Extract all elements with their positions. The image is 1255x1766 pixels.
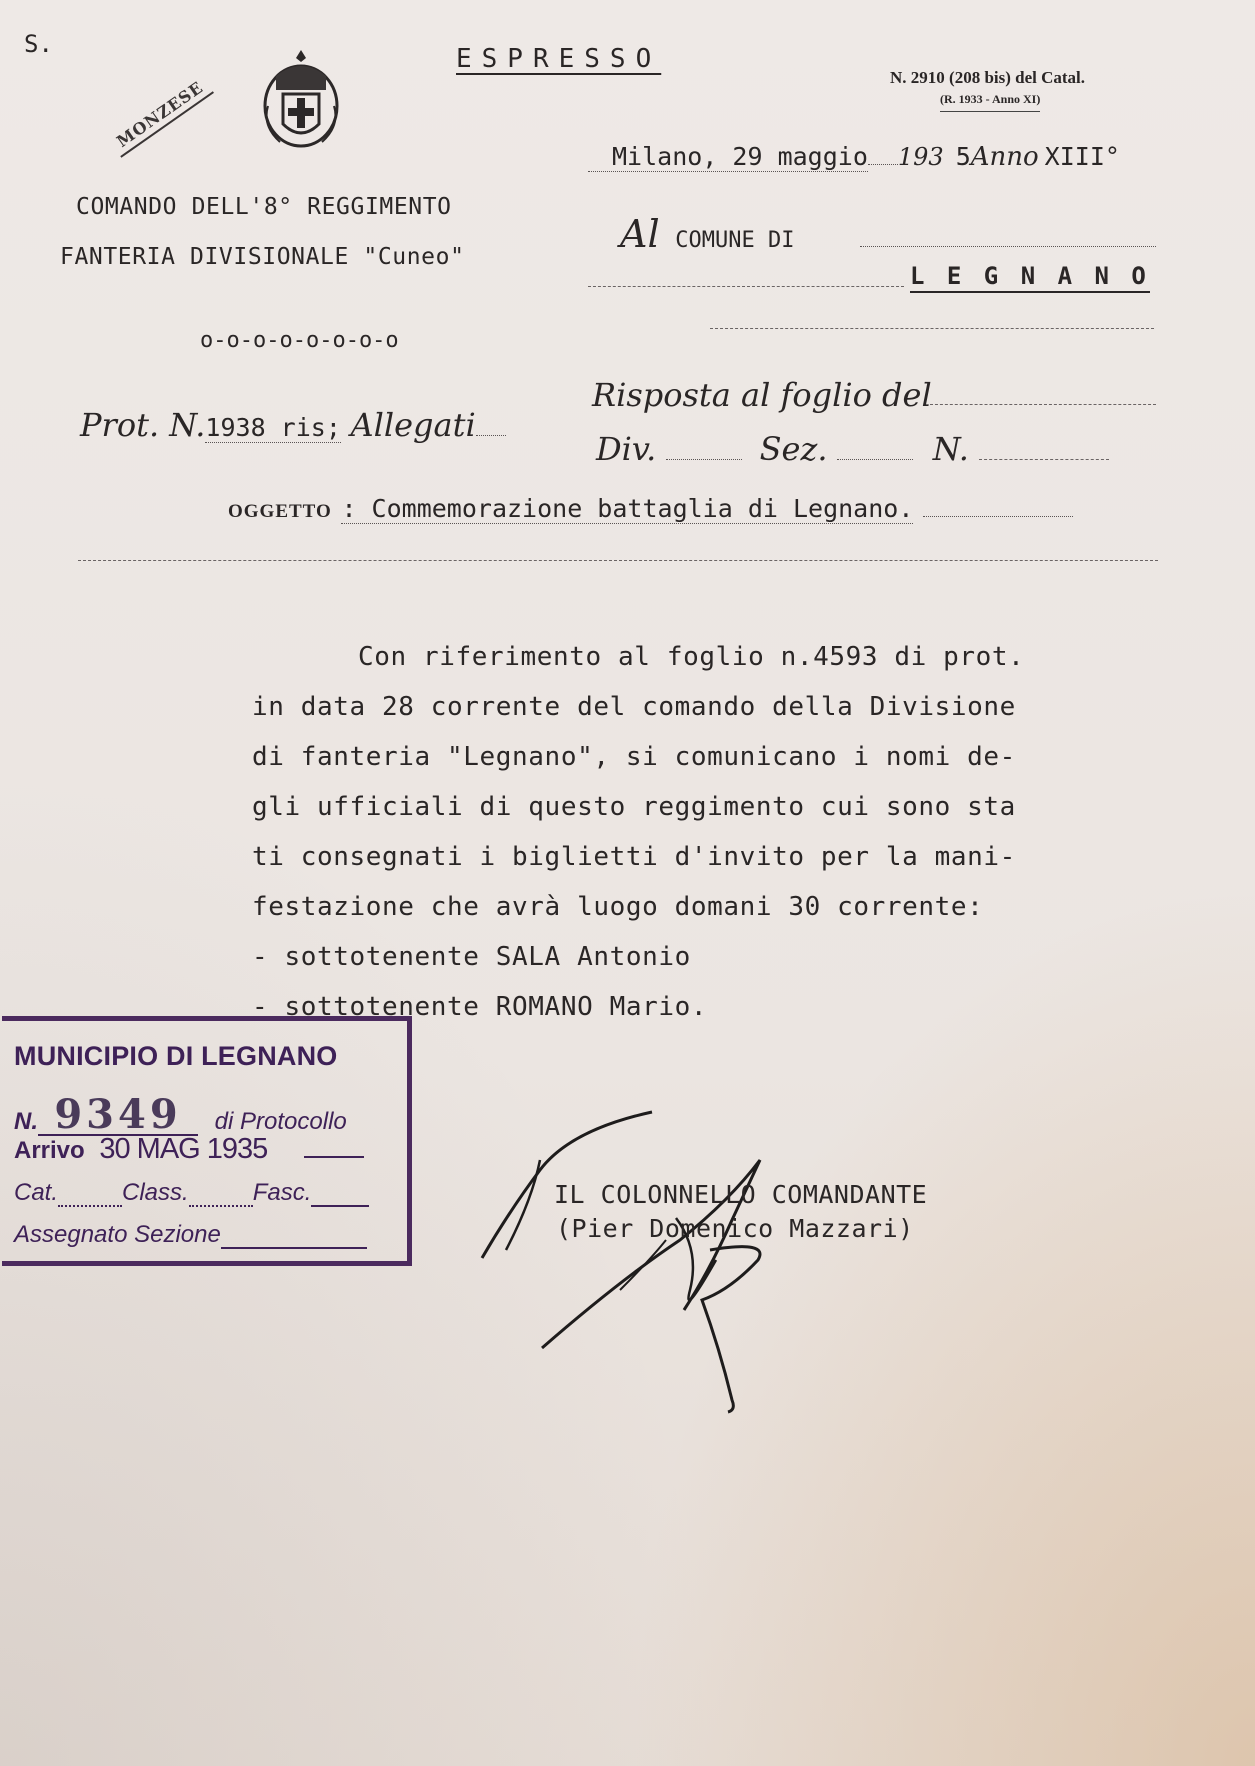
body-line-3: di fanteria "Legnano", si comunicano i nomi de- <box>252 742 1016 772</box>
anno-label: Anno <box>970 142 1039 172</box>
year-digit: 5 <box>955 142 971 171</box>
stamp-n-label: N. <box>14 1108 38 1135</box>
anno-value: XIII° <box>1044 142 1120 171</box>
slanted-stamp-text: MONZESE <box>108 74 214 158</box>
year-prefix: 193 <box>897 143 944 171</box>
recipient-line2: L E G N A N O <box>910 262 1150 293</box>
slanted-stamp <box>82 19 207 152</box>
stamp-class-label: Class. <box>122 1179 189 1206</box>
stamp-arrivo-label: Arrivo <box>14 1137 85 1164</box>
recipient-rule-bottom <box>710 328 1154 329</box>
oggetto-value: : Commemorazione battaglia di Legnano. <box>341 494 914 523</box>
received-stamp <box>2 1016 412 1266</box>
body-line-7: - sottotenente SALA Antonio <box>252 942 691 972</box>
sez-label: Sez. <box>759 430 828 468</box>
place-date: Milano, 29 maggio <box>588 142 868 172</box>
stamp-title: MUNICIPIO DI LEGNANO <box>14 1041 338 1071</box>
signature-title: IL COLONNELLO COMANDANTE <box>554 1180 928 1209</box>
stamp-n-value: 9349 <box>54 1091 182 1138</box>
separator: o-o-o-o-o-o-o-o <box>200 328 399 353</box>
stamp-arrivo-date: 30 MAG 1935 <box>99 1133 268 1165</box>
catalog-sub: (R. 1933 - Anno XI) <box>940 92 1040 112</box>
recipient-line1-rule <box>860 246 1156 247</box>
recipient-rule-left <box>588 286 904 287</box>
catalog-number: N. 2910 (208 bis) del Catal. <box>890 68 1086 87</box>
prot-label: Prot. N. <box>80 406 206 444</box>
prot-value: 1938 ris; <box>205 413 341 442</box>
body-line-4: gli ufficiali di questo reggimento cui sono sta <box>252 792 1016 822</box>
recipient-block <box>620 212 794 256</box>
espresso-heading: ESPRESSO <box>456 44 662 74</box>
stamp-cat-label: Cat. <box>14 1179 59 1206</box>
allegati-label: Allegati <box>350 406 476 444</box>
coat-of-arms-emblem <box>256 46 346 156</box>
stamp-number-row <box>14 1087 347 1136</box>
stamp-cat-row <box>14 1179 369 1207</box>
oggetto-label: OGGETTO <box>228 501 332 522</box>
place-date-line <box>588 142 1120 172</box>
body-line-8: - sottotenente ROMANO Mario. <box>252 992 708 1022</box>
stamp-fasc-label: Fasc. <box>252 1179 312 1206</box>
n-label: N. <box>932 430 969 468</box>
stamp-arrivo-row <box>14 1133 364 1166</box>
command-line-1: COMANDO DELL'8° REGGIMENTO <box>76 194 452 220</box>
corner-mark: S. <box>24 30 53 58</box>
body-line-1: Con riferimento al foglio n.4593 di prot. <box>358 642 1025 672</box>
body-line-2: in data 28 corrente del comando della Divisione <box>252 692 1016 722</box>
stamp-assegnato-row <box>14 1221 367 1249</box>
stamp-protocollo-label: di Protocollo <box>214 1108 347 1135</box>
signature-name: (Pier Domenico Mazzari) <box>556 1214 914 1243</box>
risposta-rule <box>930 404 1156 405</box>
div-sez-line <box>596 430 1109 468</box>
oggetto-line <box>228 494 1073 523</box>
body-line-6: festazione che avrà luogo domani 30 corrente: <box>252 892 984 922</box>
protocol-line <box>80 406 506 444</box>
recipient-prefix: Al <box>620 212 660 256</box>
recipient-line1: COMUNE DI <box>675 228 795 253</box>
body-line-5: ti consegnati i biglietti d'invito per la mani- <box>252 842 1016 872</box>
stamp-assegnato-label: Assegnato Sezione <box>14 1221 221 1248</box>
risposta-line <box>592 376 932 414</box>
div-label: Div. <box>596 430 657 468</box>
risposta-label: Risposta al foglio del <box>592 376 932 414</box>
command-line-2: FANTERIA DIVISIONALE "Cuneo" <box>60 244 465 270</box>
handwritten-signature <box>470 1100 810 1420</box>
oggetto-rule <box>78 560 1158 561</box>
